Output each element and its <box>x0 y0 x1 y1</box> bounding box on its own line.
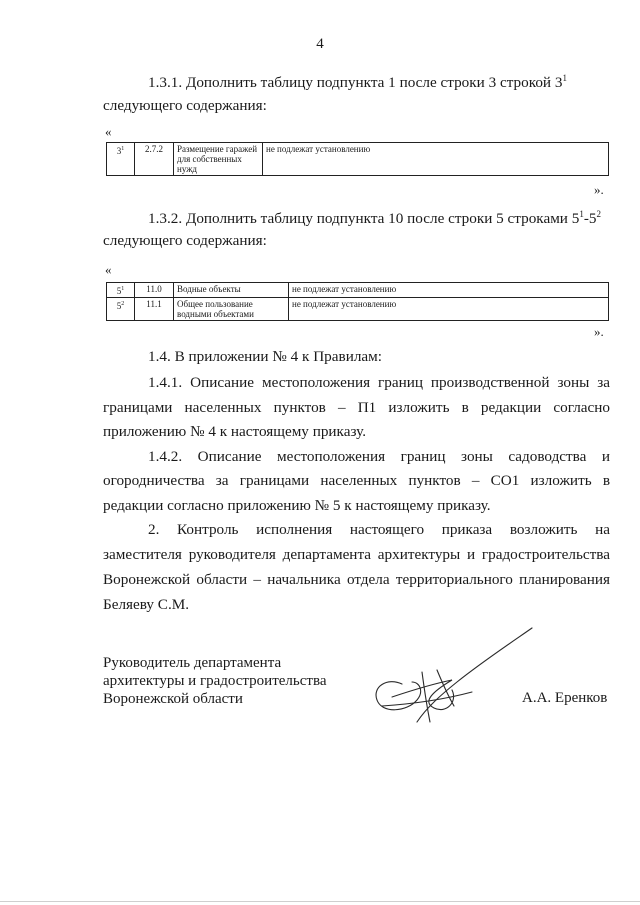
paragraph-1-3-2-text: 1.3.2. Дополнить таблицу подпункта 10 после строки 5 строками 5 <box>148 210 580 228</box>
handwritten-signature <box>362 622 542 732</box>
paragraph-1-3-1-text: 1.3.1. Дополнить таблицу подпункта 1 после строки 3 строкой 3 <box>148 74 563 92</box>
row-superscript-1: 1 <box>579 209 584 219</box>
paragraph-2-line4: Беляеву С.М. <box>103 596 190 613</box>
table-cell-name: Размещение гаражей для собственных нужд <box>174 143 263 176</box>
paragraph-1-4-2-line3: редакции согласно приложению № 5 к настоящему приказу. <box>103 497 491 514</box>
table-row <box>107 283 609 298</box>
paragraph-1-4-2-line1: 1.4.2. Описание местоположения границ зоны садоводства и <box>148 448 610 465</box>
paragraph-2-line3: Воронежской области – начальника отдела территориального планирования <box>103 571 610 588</box>
table-cell-number: $5^2$ <box>107 298 135 321</box>
paragraph-1-4-1-line2: границами населенных пунктов – П1 изложить в редакции согласно <box>103 399 610 416</box>
paragraph-1-4-1-line1: 1.4.1. Описание местоположения границ производственной зоны за <box>148 374 610 391</box>
table-cell-name: Водные объекты <box>174 283 289 298</box>
open-quote-1: « <box>105 124 112 139</box>
table-2 <box>106 282 609 321</box>
row-superscript-2: 2 <box>596 209 601 219</box>
position-line-3: Воронежской области <box>103 691 243 707</box>
table-cell-value: не подлежат установлению <box>263 143 609 176</box>
row-superscript: 1 <box>562 73 567 83</box>
signer-name: А.А. Еренков <box>522 690 608 706</box>
table-cell-number: $5^1$ <box>107 283 135 298</box>
signature-block <box>103 654 326 708</box>
table-cell-value: не подлежат установлению <box>289 298 609 321</box>
close-quote-1: ». <box>594 182 604 197</box>
range-dash: -5 <box>583 210 597 228</box>
paragraph-1-4-1-line3: приложению № 4 к настоящему приказу. <box>103 423 366 440</box>
table-cell-code: 11.1 <box>135 298 174 321</box>
table-row <box>107 298 609 321</box>
table-1 <box>106 142 609 176</box>
position-line-1: Руководитель департамента <box>103 655 282 671</box>
table-cell-name: Общее пользование водными объектами <box>174 298 289 321</box>
table-row <box>107 143 609 176</box>
table-cell-value: не подлежат установлению <box>289 283 609 298</box>
paragraph-1-3-1-line1 <box>148 71 567 90</box>
table-cell-code: 11.0 <box>135 283 174 298</box>
close-quote-2: ». <box>594 324 604 339</box>
table-cell-code: 2.7.2 <box>135 143 174 176</box>
paragraph-1-4-2-line2: огородничества за границами населенных пунктов – СО1 изложить в <box>103 472 610 489</box>
page-edge <box>0 901 640 902</box>
paragraph-1-3-2-line2: следующего содержания: <box>103 232 267 249</box>
position-line-2: архитектуры и градостроительства <box>103 673 327 689</box>
paragraph-1-3-2-line1 <box>148 207 601 226</box>
page-number: 4 <box>316 36 324 52</box>
table-cell-number: $3^1$ <box>107 143 135 176</box>
paragraph-1-4: 1.4. В приложении № 4 к Правилам: <box>148 348 382 365</box>
paragraph-2-line2: заместителя руководителя департамента архитектуры и градостроительства <box>103 546 610 563</box>
paragraph-2-line1: 2. Контроль исполнения настоящего приказа возложить на <box>148 521 610 538</box>
open-quote-2: « <box>105 262 112 277</box>
paragraph-1-3-1-line2: следующего содержания: <box>103 97 267 114</box>
